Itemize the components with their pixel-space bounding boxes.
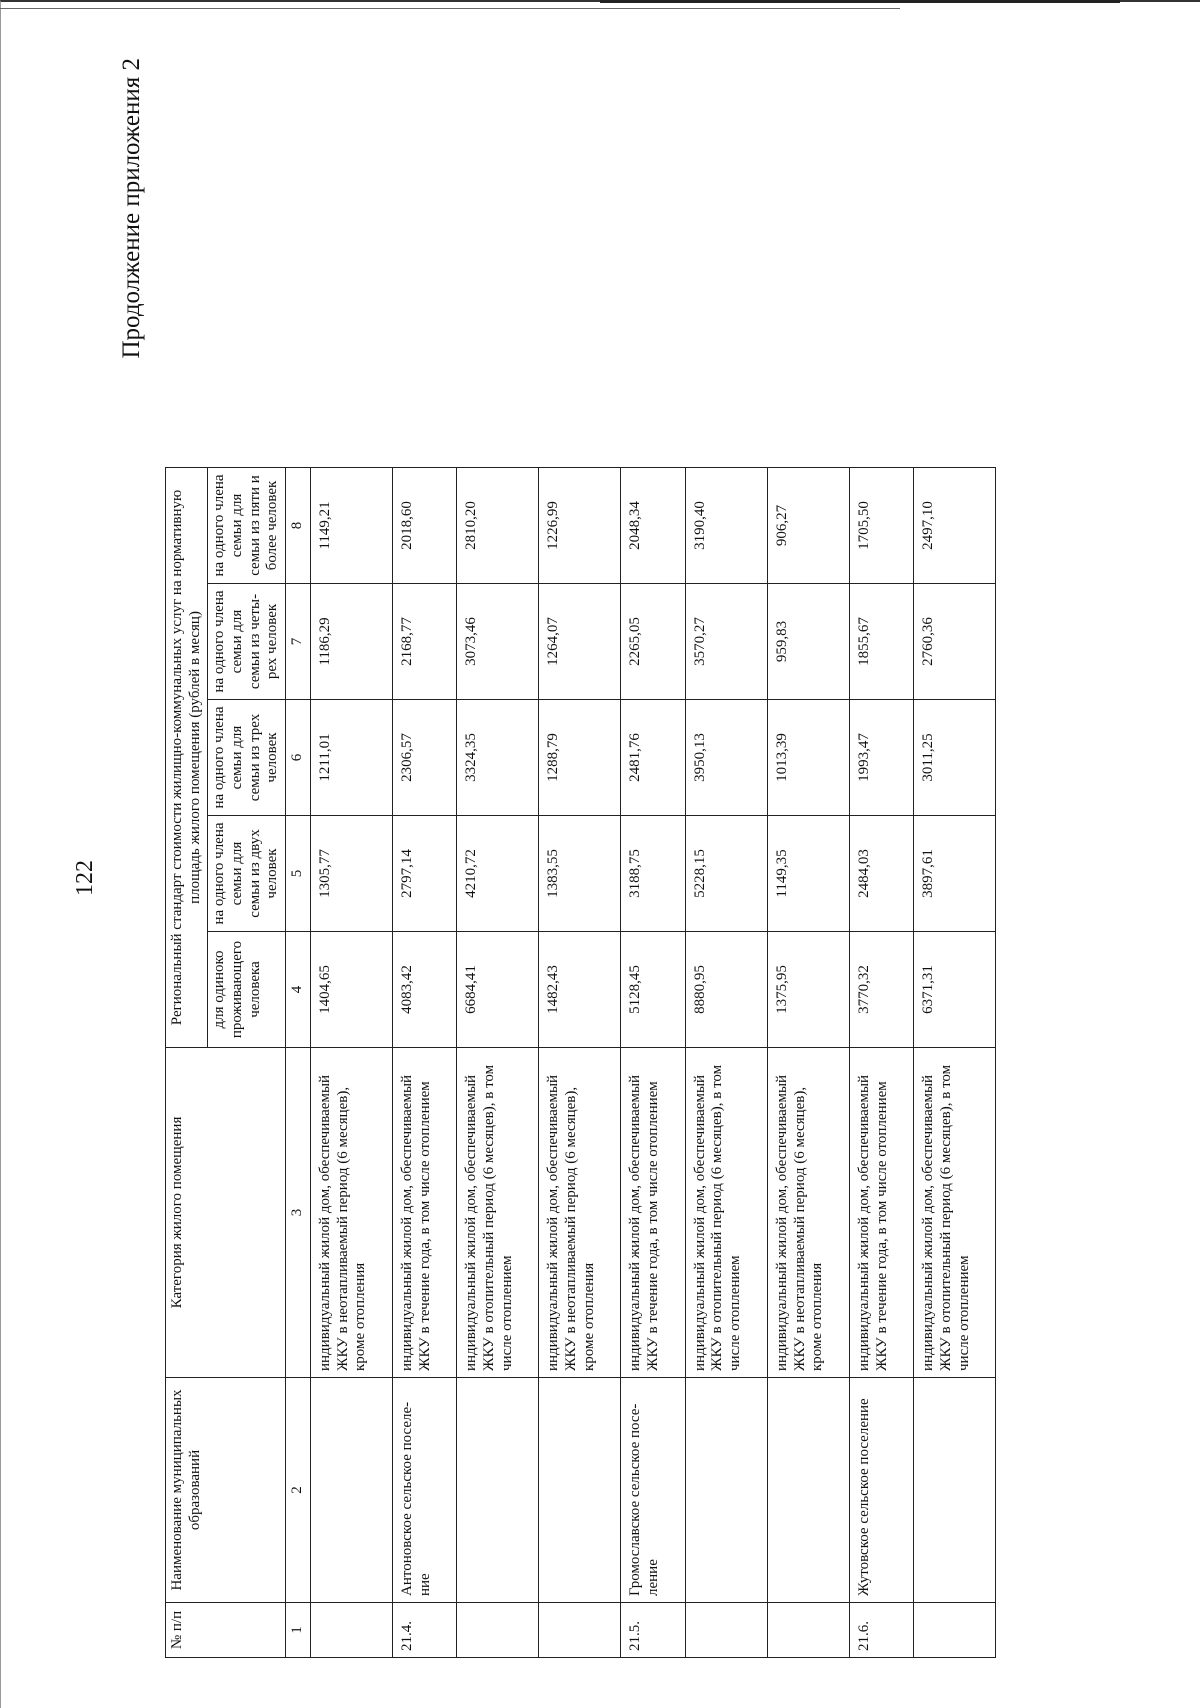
housing-category: индивидуальный жилой дом, обеспечиваемый ЖКУ в течение года, в том числе отоплением <box>392 1048 456 1378</box>
value-v4: 1482,43 <box>539 932 621 1048</box>
header-sub-col-7: на одного члена семьи для семьи из четы-рех человек <box>208 584 286 700</box>
value-v5: 3897,61 <box>914 816 996 932</box>
value-v4: 4083,42 <box>392 932 456 1048</box>
row-number: 21.5. <box>621 1603 685 1658</box>
municipality-name <box>457 1378 539 1603</box>
value-v4: 6684,41 <box>457 932 539 1048</box>
value-v6: 1211,01 <box>310 700 392 816</box>
row-number <box>310 1603 392 1658</box>
row-number <box>685 1603 767 1658</box>
column-index-6: 6 <box>286 700 311 816</box>
value-v6: 1013,39 <box>767 700 849 816</box>
header-sub-col-6: на одного члена семьи для семьи из трех человек <box>208 700 286 816</box>
value-v5: 3188,75 <box>621 816 685 932</box>
value-v7: 959,83 <box>767 584 849 700</box>
value-v7: 2265,05 <box>621 584 685 700</box>
value-v4: 3770,32 <box>849 932 913 1048</box>
municipality-name: Антоновское сельское поселе-ние <box>392 1378 456 1603</box>
value-v7: 3073,46 <box>457 584 539 700</box>
row-number <box>767 1603 849 1658</box>
column-index-1: 1 <box>286 1603 311 1658</box>
table-row <box>539 467 621 1657</box>
municipality-name <box>539 1378 621 1603</box>
value-v6: 3950,13 <box>685 700 767 816</box>
value-v8: 1149,21 <box>310 467 392 583</box>
value-v7: 1186,29 <box>310 584 392 700</box>
housing-category: индивидуальный жилой дом, обеспечиваемый ЖКУ в течение года, в том числе отоплением <box>849 1048 913 1378</box>
value-v5: 1149,35 <box>767 816 849 932</box>
table-row <box>914 467 996 1657</box>
housing-category: индивидуальный жилой дом, обеспечиваемый ЖКУ в отопительный период (6 месяцев), в том числе отоплением <box>685 1048 767 1378</box>
value-v8: 2497,10 <box>914 467 996 583</box>
value-v4: 1375,95 <box>767 932 849 1048</box>
municipality-name <box>310 1378 392 1603</box>
table-row <box>685 467 767 1657</box>
value-v4: 5128,45 <box>621 932 685 1048</box>
table-row <box>392 467 456 1657</box>
table-row <box>849 467 913 1657</box>
table-row <box>310 467 392 1657</box>
header-no: № п/п <box>166 1603 286 1658</box>
column-index-8: 8 <box>286 467 311 583</box>
standards-table <box>165 467 996 1658</box>
value-v5: 5228,15 <box>685 816 767 932</box>
value-v8: 2018,60 <box>392 467 456 583</box>
value-v5: 1383,55 <box>539 816 621 932</box>
housing-category: индивидуальный жилой дом, обеспечиваемый ЖКУ в неотапливаемый период (6 месяцев), кроме отопления <box>539 1048 621 1378</box>
value-v7: 2168,77 <box>392 584 456 700</box>
value-v7: 3570,27 <box>685 584 767 700</box>
row-number <box>539 1603 621 1658</box>
value-v4: 6371,31 <box>914 932 996 1048</box>
value-v7: 1264,07 <box>539 584 621 700</box>
page-number: 122 <box>72 860 98 896</box>
value-v5: 2484,03 <box>849 816 913 932</box>
municipality-name: Жутовское сельское поселение <box>849 1378 913 1603</box>
row-number: 21.6. <box>849 1603 913 1658</box>
housing-category: индивидуальный жилой дом, обеспечиваемый ЖКУ в отопительный период (6 месяцев), в том числе отоплением <box>457 1048 539 1378</box>
header-category: Категория жилого помещения <box>166 1048 286 1378</box>
municipality-name <box>767 1378 849 1603</box>
column-index-4: 4 <box>286 932 311 1048</box>
value-v4: 8880,95 <box>685 932 767 1048</box>
municipality-name: Громославское сельское посе-ление <box>621 1378 685 1603</box>
column-index-3: 3 <box>286 1048 311 1378</box>
header-name: Наименование муниципальных образований <box>166 1378 286 1603</box>
value-v8: 1705,50 <box>849 467 913 583</box>
value-v6: 1993,47 <box>849 700 913 816</box>
column-index-2: 2 <box>286 1378 311 1603</box>
housing-category: индивидуальный жилой дом, обеспечиваемый ЖКУ в неотапливаемый период (6 месяцев), кроме отопления <box>310 1048 392 1378</box>
column-index-7: 7 <box>286 584 311 700</box>
value-v6: 3011,25 <box>914 700 996 816</box>
municipality-name <box>685 1378 767 1603</box>
value-v5: 1305,77 <box>310 816 392 932</box>
value-v6: 2481,76 <box>621 700 685 816</box>
housing-category: индивидуальный жилой дом, обеспечиваемый ЖКУ в отопительный период (6 месяцев), в том числе отоплением <box>914 1048 996 1378</box>
value-v6: 2306,57 <box>392 700 456 816</box>
value-v8: 906,27 <box>767 467 849 583</box>
value-v7: 1855,67 <box>849 584 913 700</box>
value-v5: 4210,72 <box>457 816 539 932</box>
value-v5: 2797,14 <box>392 816 456 932</box>
row-number: 21.4. <box>392 1603 456 1658</box>
housing-category: индивидуальный жилой дом, обеспечиваемый ЖКУ в неотапливаемый период (6 месяцев), кроме отопления <box>767 1048 849 1378</box>
table-row <box>621 467 685 1657</box>
header-sub-col-8: на одного члена семьи для семьи из пяти и более человек <box>208 467 286 583</box>
appendix-title: Продолжение приложения 2 <box>118 58 145 359</box>
row-number <box>457 1603 539 1658</box>
value-v8: 1226,99 <box>539 467 621 583</box>
municipality-name <box>914 1378 996 1603</box>
column-index-5: 5 <box>286 816 311 932</box>
housing-category: индивидуальный жилой дом, обеспечиваемый ЖКУ в течение года, в том числе отоплением <box>621 1048 685 1378</box>
header-sub-col-4: для одиноко проживающего человека <box>208 932 286 1048</box>
table-row <box>767 467 849 1657</box>
value-v4: 1404,65 <box>310 932 392 1048</box>
value-v8: 3190,40 <box>685 467 767 583</box>
header-standard: Региональный стандарт стоимости жилищно-коммунальных услуг на нормативную площадь жилого помещения (рублей в месяц) <box>166 467 208 1047</box>
value-v6: 1288,79 <box>539 700 621 816</box>
header-sub-col-5: на одного члена семьи для семьи из двух человек <box>208 816 286 932</box>
value-v8: 2048,34 <box>621 467 685 583</box>
table-row <box>457 467 539 1657</box>
row-number <box>914 1603 996 1658</box>
value-v6: 3324,35 <box>457 700 539 816</box>
value-v7: 2760,36 <box>914 584 996 700</box>
value-v8: 2810,20 <box>457 467 539 583</box>
